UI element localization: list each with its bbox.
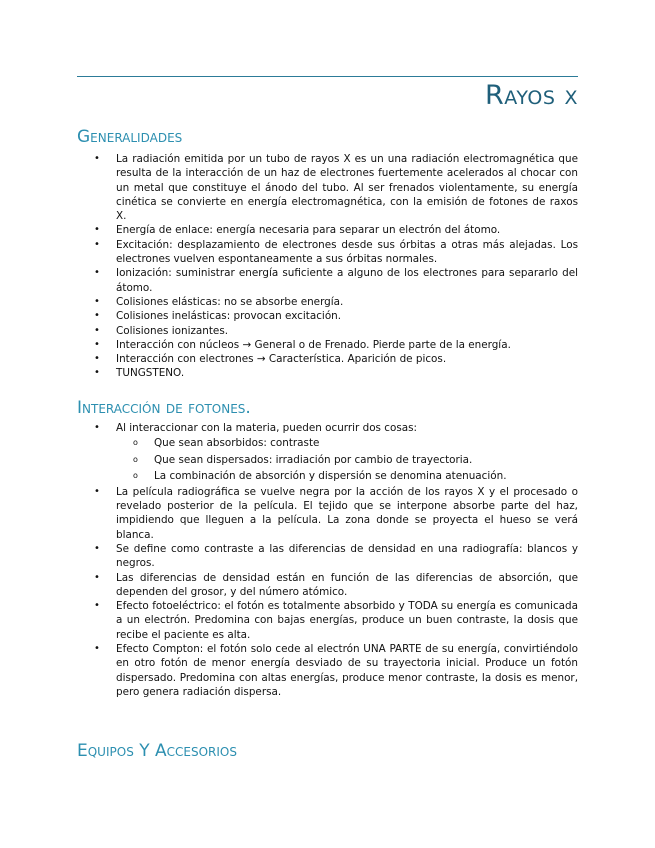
list-item: • Energía de enlace: energía necesaria para separar un electrón del átomo.: [77, 223, 578, 237]
list-item-text: Al interaccionar con la materia, pueden ocurrir dos cosas:: [116, 422, 418, 434]
section-heading-generalidades: Generalidades: [77, 127, 183, 147]
bullet-list: [77, 152, 578, 381]
list-item: • Las diferencias de densidad están en función de las diferencias de absorción, que dependen del grosor, y del número atómico.: [77, 571, 578, 600]
list-item: • TUNGSTENO.: [77, 366, 578, 380]
sub-list-item: o Que sean absorbidos: contraste: [116, 435, 578, 452]
list-item: • La radiación emitida por un tubo de rayos X es un una radiación electromagnética que resulta de la interacción de un haz de electrones fuertemente acelerados al chocar con un metal que constituye el ánodo del tubo. Al ser frenados violentamente, su energía cinética se convierte en energía electromagnética, con la emisión de fotones de raxos X.: [77, 152, 578, 223]
list-item: • La película radiográfica se vuelve negra por la acción de los rayos X y el procesado o revelado posterior de la película. El tejido que se interpone absorbe parte del haz, impidiendo que lleguen a la película. La zona donde se proyecta el hueso se verá blanca.: [77, 485, 578, 542]
list-item: • Colisiones inelásticas: provocan excitación.: [77, 309, 578, 323]
list-item: • Colisiones ionizantes.: [77, 324, 578, 338]
list-item: [77, 421, 578, 485]
sub-list: [116, 435, 578, 485]
section-body-interaccion: [77, 421, 578, 699]
section-heading-interaccion: Interacción de fotones.: [77, 398, 251, 418]
bullet-list: [77, 421, 578, 699]
sub-list-item: o La combinación de absorción y dispersión se denomina atenuación.: [116, 468, 578, 485]
section-heading-equipos: Equipos Y Accesorios: [77, 741, 237, 761]
document-title: Rayos x: [485, 80, 578, 111]
list-item: • Interacción con electrones → Característica. Aparición de picos.: [77, 352, 578, 366]
header-rule: [77, 76, 578, 77]
list-item: • Ionización: suministrar energía suficiente a alguno de los electrones para separarlo del átomo.: [77, 266, 578, 295]
list-item: • Efecto Compton: el fotón solo cede al electrón UNA PARTE de su energía, convirtiéndolo en otro fotón de menor energía desviado de su trayectoria inicial. Produce un fotón dispersado. Predomina con altas energías, produce menor contraste, la dosis es menor, pero genera radiación dispersa.: [77, 642, 578, 699]
list-item: • Excitación: desplazamiento de electrones desde sus órbitas a otras más alejadas. Los electrones vuelven espontaneamente a sus órbitas normales.: [77, 238, 578, 267]
list-item: • Se define como contraste a las diferencias de densidad en una radiografía: blancos y negros.: [77, 542, 578, 571]
list-item: • Colisiones elásticas: no se absorbe energía.: [77, 295, 578, 309]
list-item: • Efecto fotoeléctrico: el fotón es totalmente absorbido y TODA su energía es comunicada a un electrón. Predomina con bajas energías, produce un buen contraste, la dosis que recibe el paciente es alta.: [77, 599, 578, 642]
section-body-generalidades: [77, 152, 578, 381]
list-item: • Interacción con núcleos → General o de Frenado. Pierde parte de la energía.: [77, 338, 578, 352]
sub-list-item: o Que sean dispersados: irradiación por cambio de trayectoria.: [116, 452, 578, 469]
